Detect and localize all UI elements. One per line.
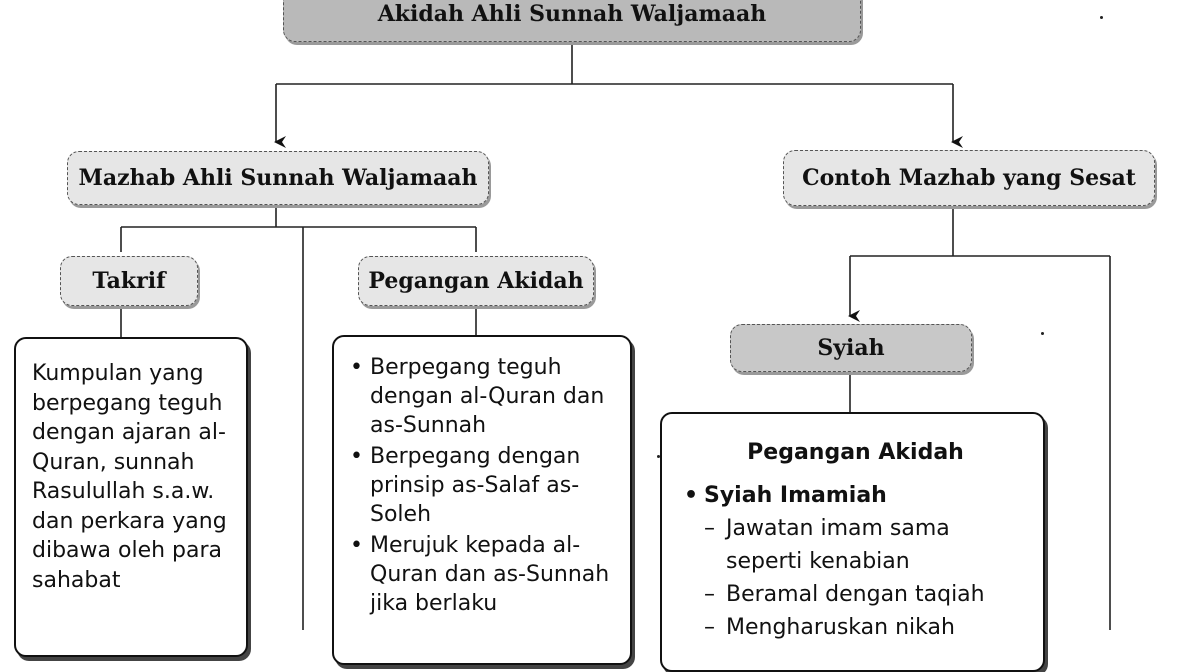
list-item: • Berpegang teguh dengan al-Quran dan as-Sunnah (348, 353, 618, 440)
syiah-akidah-box (660, 412, 1045, 672)
takrif-title: Takrif (92, 268, 166, 294)
scan-speck (1100, 16, 1103, 19)
pegangan-akidah-node (358, 256, 594, 306)
contoh-mazhab-sesat-node (783, 150, 1155, 206)
pegangan-akidah-list (348, 353, 618, 618)
list-item: – Beramal dengan taqiah (704, 578, 1029, 611)
scan-speck (657, 455, 660, 458)
list-item: – Jawatan imam sama seperti kenabian (704, 512, 956, 578)
takrif-text: Kumpulan yang berpegang teguh dengan ajaran al-Quran, sunnah Rasulullah s.a.w. dan perkara yang dibawa oleh para sahabat (32, 361, 227, 593)
scan-speck (1041, 332, 1044, 335)
syiah-group (682, 479, 1029, 512)
pegangan-akidah-title: Pegangan Akidah (368, 268, 584, 294)
list-item: • Merujuk kepada al-Quran dan as-Sunnah jika berlaku (348, 531, 618, 618)
syiah-group-label: Syiah Imamiah (704, 483, 887, 508)
root-node (283, 0, 861, 42)
list-item: • Berpegang dengan prinsip as-Salaf as-Soleh (348, 442, 618, 529)
pegangan-akidah-box (332, 335, 632, 665)
mazhab-ahli-sunnah-title: Mazhab Ahli Sunnah Waljamaah (78, 165, 478, 191)
mazhab-ahli-sunnah-node (67, 151, 489, 205)
syiah-title: Syiah (817, 335, 885, 361)
root-title: Akidah Ahli Sunnah Waljamaah (377, 1, 767, 27)
syiah-box-title: Pegangan Akidah (747, 440, 964, 465)
syiah-node (730, 324, 972, 372)
takrif-node (60, 256, 198, 306)
list-item: – Mengharuskan nikah (704, 611, 1029, 644)
takrif-box (14, 337, 248, 657)
contoh-mazhab-sesat-title: Contoh Mazhab yang Sesat (802, 165, 1136, 191)
